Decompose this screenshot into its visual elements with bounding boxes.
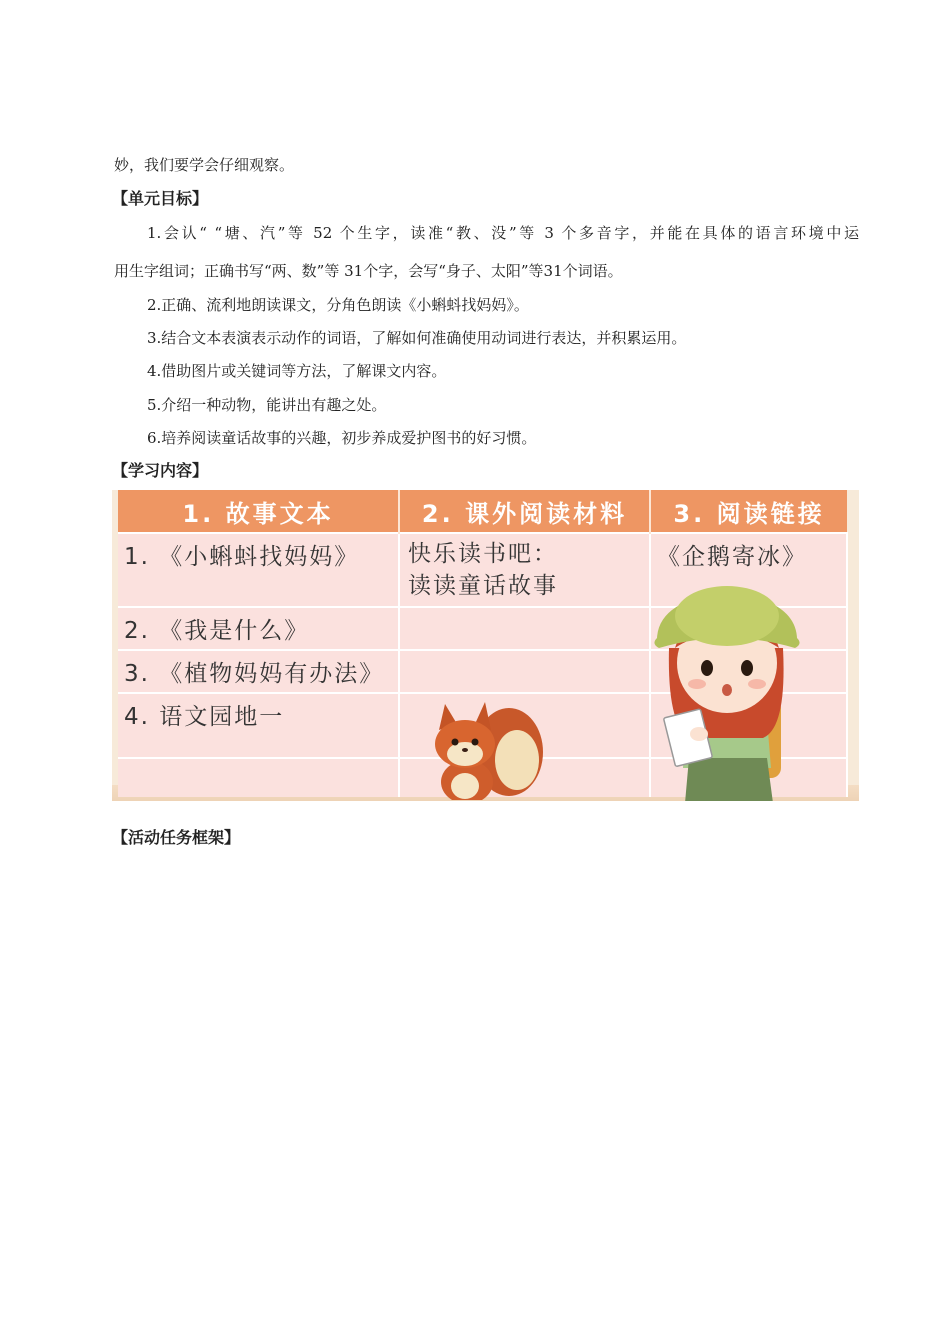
goal-2: 2.正确、流利地朗读课文，分角色朗读《小蝌蚪找妈妈》。 [147,296,529,314]
empty-cell [399,650,650,693]
activity-framework-heading: 【活动任务框架】 [112,828,241,847]
goal-1b: 用生字组词；正确书写“两、数”等 31个字，会写“身子、太阳”等31个词语。 [114,262,623,280]
girl-illustration [647,578,807,801]
goal-5: 5.介绍一种动物，能讲出有趣之处。 [147,396,387,414]
squirrel-illustration [417,700,547,800]
learning-content-board [112,490,859,801]
empty-cell [399,607,650,650]
empty-cell [118,758,399,797]
goal-1a: 1.会认“ “塘、汽”等 52 个生字，读准“教、没”等 3 个多音字，并能在具体的语言环境中运 [147,224,859,242]
reading-link-cell: 《企鹅寄冰》 [650,533,847,607]
header-extra-reading: 2. 课外阅读材料 [399,490,650,533]
goal-3: 3.结合文本表演表示动作的词语，了解如何准确使用动词进行表达，并积累运用。 [147,329,687,347]
lesson-3: 3. 《植物妈妈有办法》 [118,650,399,693]
unit-goals-heading: 【单元目标】 [112,189,209,208]
goal-6: 6.培养阅读童话故事的兴趣，初步养成爱护图书的好习惯。 [147,429,537,447]
learning-content-heading: 【学习内容】 [112,461,209,480]
extra-reading-line1: 快乐读书吧： [408,541,558,567]
extra-reading-line2: 读读童话故事 [408,573,558,599]
lesson-2: 2. 《我是什么》 [118,607,399,650]
lesson-1: 1. 《小蝌蚪找妈妈》 [118,533,399,607]
header-reading-link: 3. 阅读链接 [650,490,847,533]
goal-4: 4.借助图片或关键词等方法，了解课文内容。 [147,362,447,380]
lesson-4: 4. 语文园地一 [118,693,399,758]
extra-reading-cell [399,533,650,607]
table-header-row [118,490,847,533]
intro-tail: 妙，我们要学会仔细观察。 [114,156,295,174]
header-story-text: 1. 故事文本 [118,490,399,533]
